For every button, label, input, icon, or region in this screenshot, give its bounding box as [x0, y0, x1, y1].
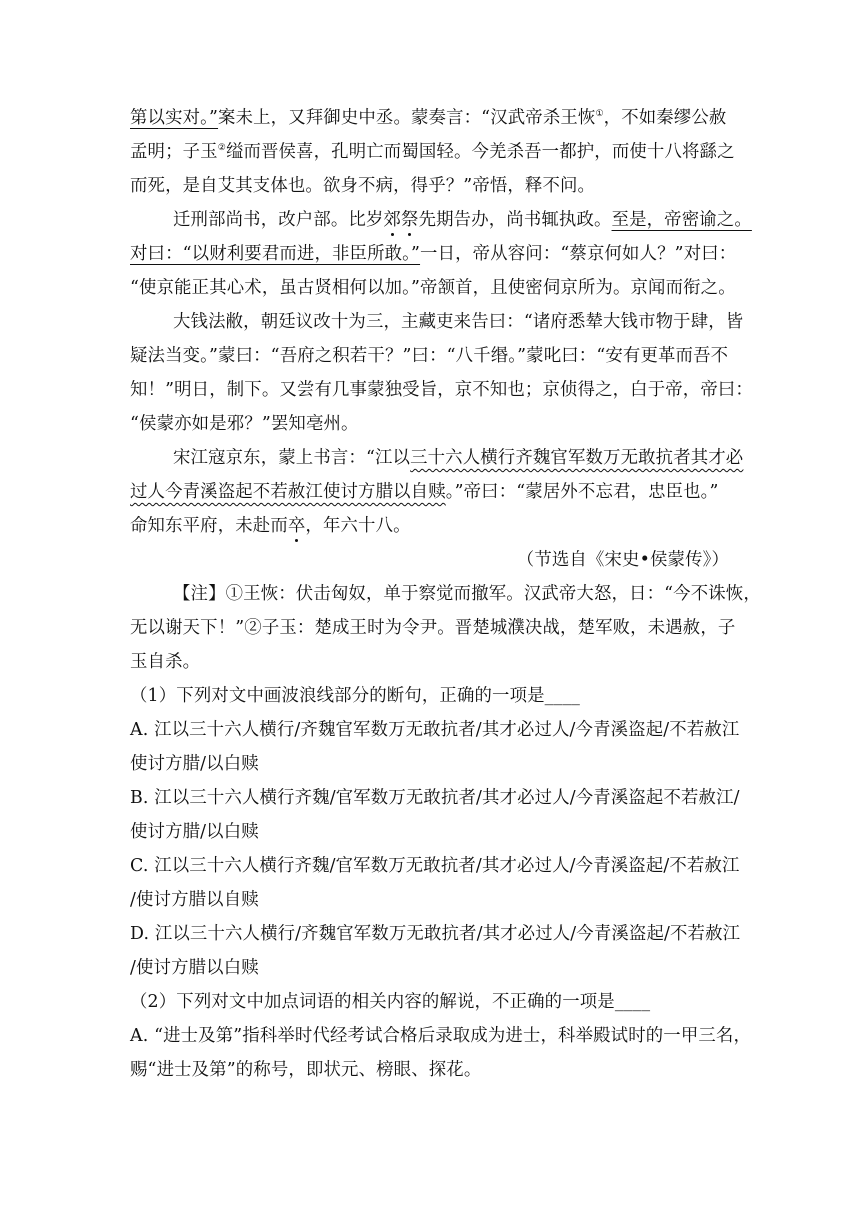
passage-line-5 — [130, 244, 737, 264]
passage-text: 孟明；子玉 — [130, 142, 218, 162]
passage-line-1 — [130, 110, 730, 127]
question-1-option-b-line-1: B. 江以三十六人横行齐魏/官军数万无敢抗者/其才必过人/今青溪盗起不若赦江/ — [130, 788, 740, 808]
passage-line-7: 大钱法敝，朝廷议改十为三，主藏吏来告曰：“诸府悉辇大钱市物于肆，皆 — [173, 312, 744, 332]
question-2-option-a-line-1: A. “进士及第”指科举时代经考试合格后录取成为进士，科举殿试时的一甲三名， — [130, 1026, 751, 1046]
underlined-sentence-ending: 第以实对。” — [130, 108, 219, 128]
source-citation: （节选自《宋史•侯蒙传》） — [516, 550, 729, 570]
passage-line-9: 知！”明日，制下。又尝有几事蒙独受旨，京不知也；京侦得之，白于帝，帝曰： — [130, 380, 753, 400]
question-1-stem: （1）下列对文中画波浪线部分的断句，正确的一项是____ — [130, 686, 581, 706]
passage-line-6: “使京能正其心术，虽古贤相何以加。”帝颔首，且使密伺京所为。京闻而衔之。 — [130, 278, 736, 298]
underlined-sentence: 至是，帝密谕之。 — [611, 210, 752, 230]
question-1-option-a-line-1: A. 江以三十六人横行/齐魏官军数万无敢抗者/其才必过人/今青溪盗起/不若赦江 — [130, 720, 740, 740]
passage-text: 缢而晋侯喜，孔明亡而蜀国轻。今羌杀吾一都护，而使十八将繇之 — [225, 142, 735, 162]
underlined-sentence: 对曰：“以财利要君而进，非臣所敢。” — [130, 244, 421, 264]
passage-text: 宋江寇京东，蒙上书言：“江以 — [173, 448, 411, 468]
passage-text: ，不如秦缪公赦 — [603, 108, 727, 128]
passage-line-2 — [130, 142, 735, 162]
dotted-word-ji: 祭 — [401, 210, 419, 230]
question-1-option-d-line-1: D. 江以三十六人横行/齐魏官军数万无敢抗者/其才必过人/今青溪盗起/不若赦江 — [130, 924, 741, 944]
question-2-stem: （2）下列对文中加点词语的相关内容的解说，不正确的一项是____ — [130, 992, 651, 1012]
footnote-marker-2: ② — [217, 143, 226, 154]
notes-line-3: 玉自杀。 — [130, 652, 201, 672]
passage-line-3: 而死，是自艾其支体也。欲身不病，得乎？”帝悟，释不问。 — [130, 176, 596, 196]
passage-text: 迁刑部尚书，改户部。比岁 — [173, 210, 384, 230]
passage-line-10: “侯蒙亦如是邪？”罢知亳州。 — [130, 414, 359, 434]
footnote-marker-1: ① — [595, 109, 604, 120]
passage-line-12 — [130, 484, 730, 501]
question-1-option-c-line-1: C. 江以三十六人横行齐魏/官军数万无敢抗者/其才必过人/今青溪盗起/不若赦江 — [130, 856, 740, 876]
passage-text: 先期告办，尚书辄执政。 — [418, 210, 612, 230]
passage-line-13 — [130, 518, 730, 535]
dotted-word-zu: 卒 — [287, 516, 306, 536]
question-2-option-a-line-2: 赐“进士及第”的称号，即状元、榜眼、探花。 — [130, 1060, 482, 1080]
dotted-word-jiao: 郊 — [383, 210, 402, 230]
passage-line-4 — [173, 210, 752, 230]
notes-line-1: 【注】①王恢：伏击匈奴，单于察觉而撤军。汉武帝大怒，日：“今不诛恢， — [173, 584, 761, 604]
question-1-option-b-line-2: 使讨方腊/以白赎 — [130, 822, 259, 842]
question-1-option-d-line-2: /使讨方腊以白赎 — [130, 958, 259, 978]
passage-text: 命知东平府，未赴而 — [130, 516, 288, 536]
passage-line-11 — [173, 448, 744, 468]
question-1-option-a-line-2: 使讨方腊/以白赎 — [130, 754, 259, 774]
passage-text: ，年六十八。 — [305, 516, 411, 536]
passage-line-8: 疑法当变。”蒙曰：“吾府之积若干？”曰：“八千缗。”蒙叱曰：“安有更革而吾不 — [130, 346, 729, 366]
notes-line-2: 无以谢天下！”②子玉：楚成王时为令尹。晋楚城濮决战，楚军败，未遇赦，子 — [130, 618, 736, 638]
passage-text: 案未上，又拜御史中丞。蒙奏言：“汉武帝杀王恢 — [218, 108, 596, 128]
wavy-underlined-sentence: 过人今青溪盗起不若赦江使讨方腊以自赎 — [130, 482, 446, 502]
question-1-option-c-line-2: /使讨方腊以自赎 — [130, 890, 259, 910]
wavy-underlined-sentence: 三十六人横行齐魏官军数万无敢抗者其才必 — [410, 448, 744, 468]
passage-text: 。”帝曰：“蒙居外不忘君，忠臣也。” — [445, 482, 719, 502]
passage-text: 一日，帝从容问：“蔡京何如人？”对曰： — [420, 244, 737, 264]
